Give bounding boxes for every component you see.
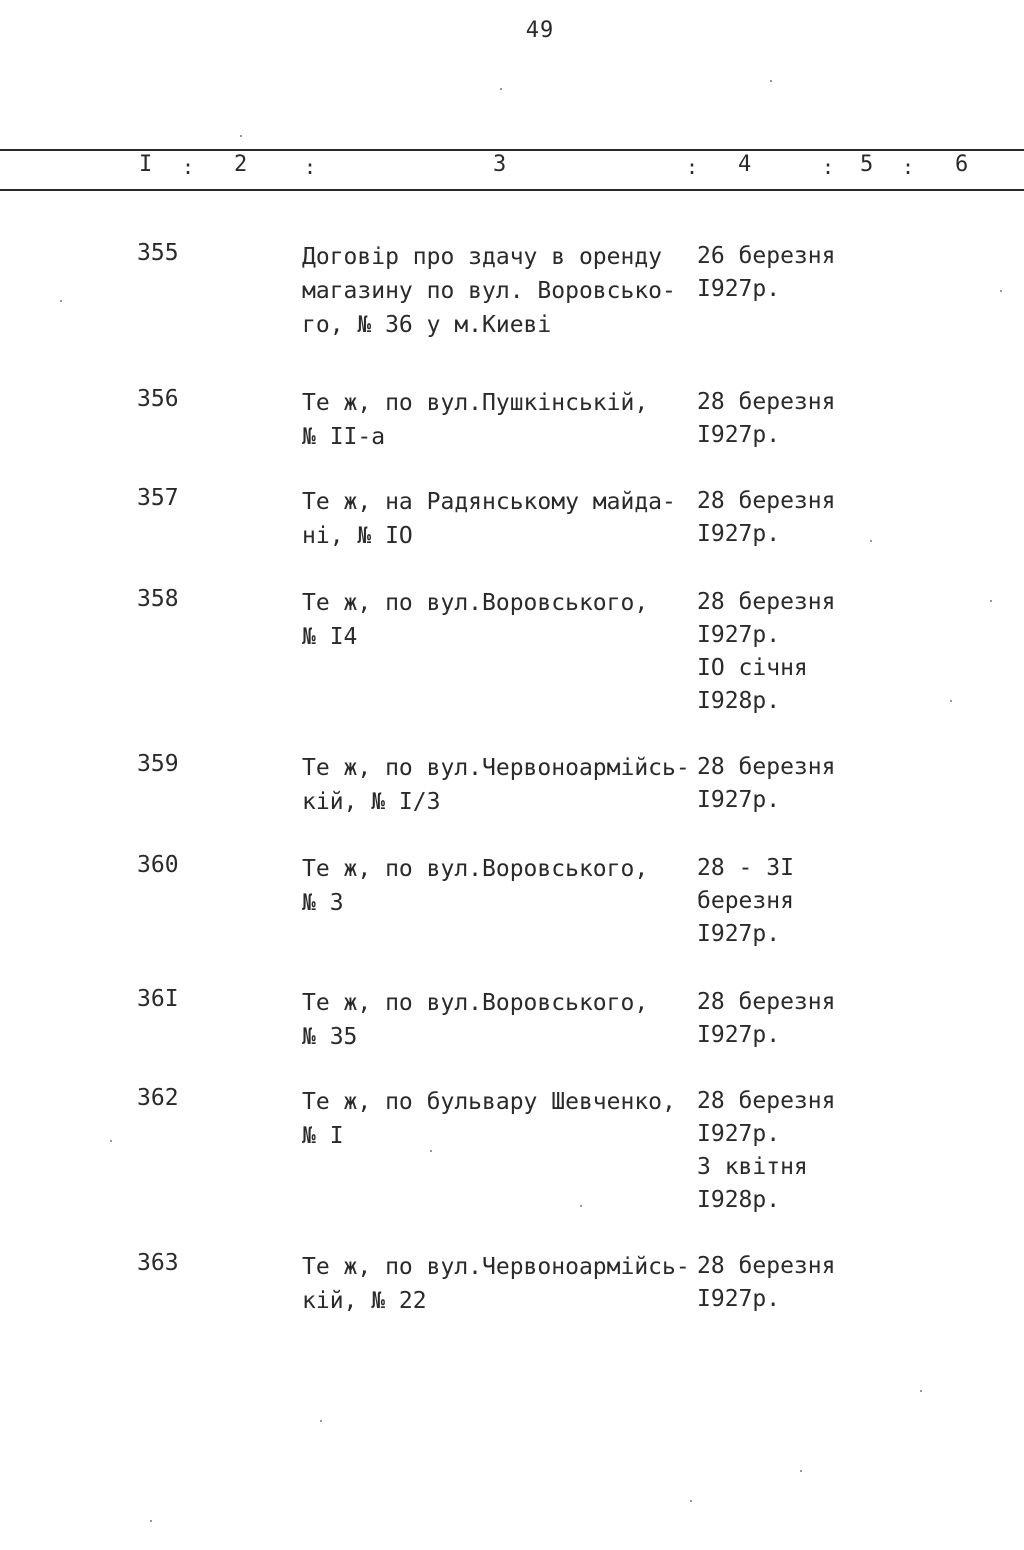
header-col-2: 2 (234, 152, 248, 177)
row-date: 28 березня I927р. (697, 389, 836, 448)
row-description: Те ж, по вул.Пушкінській, № II-а (302, 390, 649, 450)
row-description: Те ж, по вул.Воровського, № I4 (302, 590, 649, 650)
header-separator: : (182, 155, 195, 179)
header-col-3: 3 (493, 152, 507, 177)
row-number: 362 (137, 1085, 179, 1111)
row-number: 356 (137, 386, 179, 412)
row-number: 358 (137, 586, 179, 612)
row-number: 359 (137, 751, 179, 777)
row-date: 28 березня I927р. (697, 1253, 836, 1312)
row-number: 363 (137, 1250, 179, 1276)
header-col-1: I (139, 152, 153, 177)
header-col-6: 6 (955, 152, 969, 177)
row-description: Те ж, на Радянському майда- ні, № IO (302, 489, 676, 549)
header-col-5: 5 (860, 152, 874, 177)
header-rule-top (0, 149, 1024, 151)
header-col-4: 4 (738, 152, 752, 177)
row-description: Те ж, по вул.Воровського, № 35 (302, 990, 649, 1050)
row-description: Те ж, по вул.Воровського, № 3 (302, 856, 649, 916)
row-number: 360 (137, 852, 179, 878)
row-description: Договір про здачу в оренду магазину по вул. Воровсько- го, № 36 у м.Киеві (302, 244, 676, 338)
row-description: Те ж, по вул.Червоноармійсь- кій, № 22 (302, 1254, 690, 1314)
row-date: 28 березня I927р. (697, 754, 836, 813)
header-separator: : (686, 155, 699, 179)
header-separator: : (304, 155, 317, 179)
row-description: Те ж, по вул.Червоноармійсь- кій, № I/3 (302, 755, 690, 815)
row-description: Те ж, по бульвару Шевченко, № I (302, 1089, 676, 1149)
row-number: 357 (137, 485, 179, 511)
row-number: 36I (137, 986, 179, 1012)
row-date: 28 - 3I березня I927р. (697, 855, 794, 947)
header-separator: : (822, 155, 835, 179)
row-date: 28 березня I927р. (697, 488, 836, 547)
page-number: 49 (525, 18, 555, 43)
row-date: 28 березня I927р. 3 квітня I928р. (697, 1088, 836, 1213)
header-separator: : (902, 155, 915, 179)
row-date: 28 березня I927р. (697, 989, 836, 1048)
header-rule-bottom (0, 189, 1024, 191)
row-number: 355 (137, 240, 179, 266)
row-date: 26 березня I927р. (697, 243, 836, 302)
row-date: 28 березня I927р. IO січня I928р. (697, 589, 836, 714)
